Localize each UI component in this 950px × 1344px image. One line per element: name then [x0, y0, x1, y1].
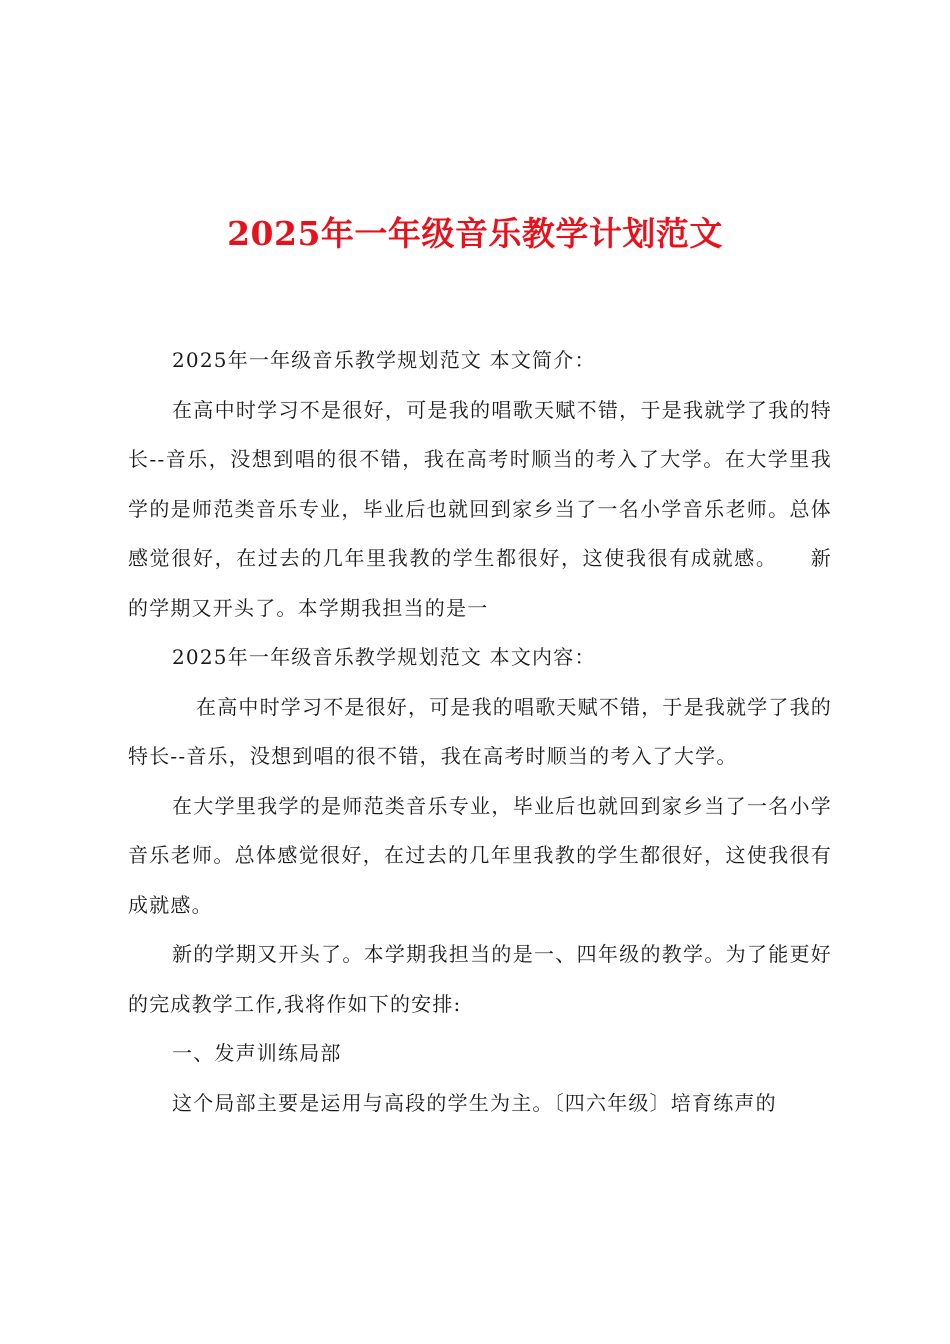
content-paragraph-2: 在大学里我学的是师范类音乐专业，毕业后也就回到家乡当了一名小学音乐老师。总体感觉很好，在过去的几年里我教的学生都很好，这使我很有成就感。 [128, 793, 832, 917]
document-title: 2025年一年级音乐教学计划范文 [227, 214, 723, 253]
section-heading-1: 一、发声训练局部 [172, 1041, 342, 1065]
summary-paragraph: 在高中时学习不是很好，可是我的唱歌天赋不错，于是我就学了我的特长--音乐，没想到唱的很不错，我在高考时顺当的考入了大学。在大学里我学的是师范类音乐专业，毕业后也就回到家乡当了一名小学音乐老师。总体感觉很好，在过去的几年里我教的学生都很好，这使我很有成就感。 新的学期又开头了。本学期我担当的是一 [128, 397, 832, 620]
content-paragraph-1: 在高中时学习不是很好，可是我的唱歌天赋不错，于是我就学了我的特长--音乐，没想到唱的很不错，我在高考时顺当的考入了大学。 [128, 694, 832, 768]
content-heading: 2025年一年级音乐教学规划范文 本文内容： [172, 645, 596, 669]
document-body [128, 336, 832, 1128]
summary-heading: 2025年一年级音乐教学规划范文 本文简介： [172, 348, 596, 372]
content-paragraph-3: 新的学期又开头了。本学期我担当的是一、四年级的教学。为了能更好的完成教学工作,我将作如下的安排: [128, 942, 832, 1016]
content-paragraph-4: 这个局部主要是运用与高段的学生为主。〔四六年级〕培育练声的 [172, 1090, 777, 1115]
